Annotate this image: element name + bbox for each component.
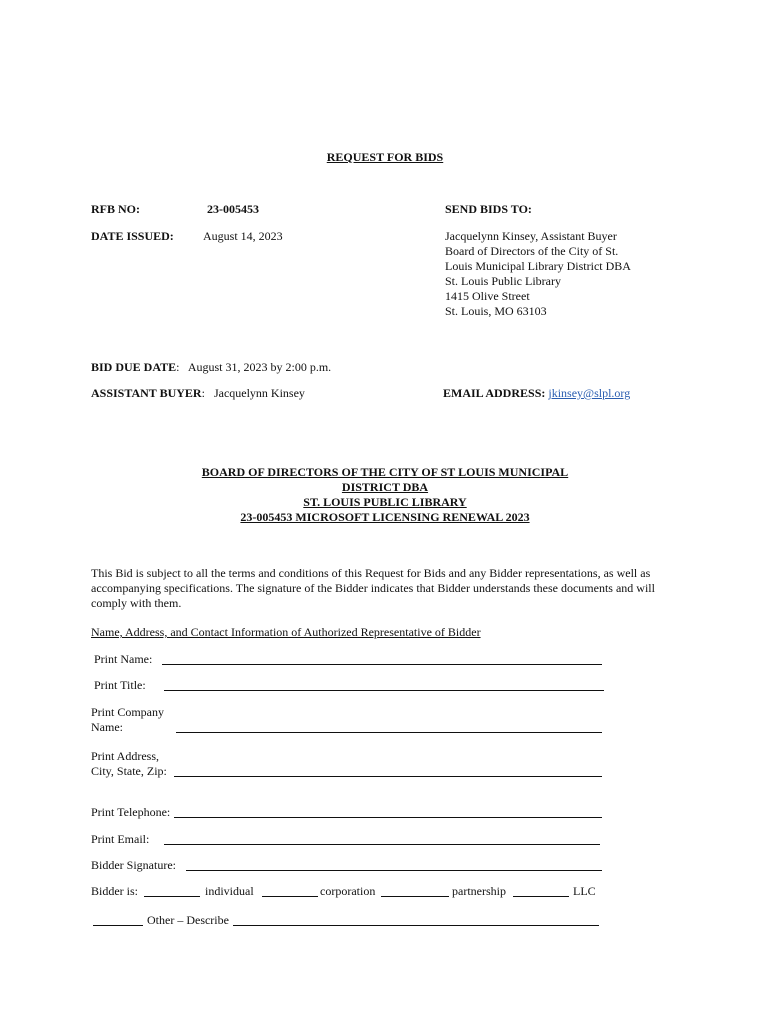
print-name-line[interactable] [162, 664, 602, 665]
other-blank[interactable] [93, 925, 143, 926]
print-address-line[interactable] [174, 776, 602, 777]
email-row [443, 386, 630, 401]
intro-paragraph: This Bid is subject to all the terms and conditions of this Request for Bids and any Bidder representations, as well as accompanying specifications. The signature of the Bidder indicates that Bidder understands these documents and will comply with them. [91, 566, 655, 610]
company-label-line: Print Company [91, 705, 165, 719]
llc-label: LLC [573, 884, 596, 898]
address-line: Board of Directors of the City of St. [445, 244, 619, 258]
print-address-label [91, 749, 167, 779]
print-company-line[interactable] [176, 732, 602, 733]
heading-line: DISTRICT DBA [341, 480, 429, 494]
bidder-is-label: Bidder is: [91, 884, 138, 898]
address-line: Louis Municipal Library District DBA [445, 259, 631, 273]
bid-due-colon: : [176, 360, 180, 374]
heading-line: 23-005453 MICROSOFT LICENSING RENEWAL 2023 [240, 510, 530, 524]
email-link[interactable]: jkinsey@slpl.org [548, 386, 631, 400]
print-name-label: Print Name: [94, 652, 153, 666]
individual-label: individual [205, 884, 254, 898]
address-line: Jacquelynn Kinsey, Assistant Buyer [445, 229, 617, 243]
bidder-signature-line[interactable] [186, 870, 602, 871]
heading-line: ST. LOUIS PUBLIC LIBRARY [303, 495, 467, 509]
address-label-line: Print Address, [91, 749, 160, 763]
partnership-blank[interactable] [381, 896, 449, 897]
address-label-line: City, State, Zip: [91, 764, 167, 778]
rfb-number-value: 23-005453 [207, 202, 259, 216]
other-describe-line[interactable] [233, 925, 599, 926]
print-title-line[interactable] [164, 690, 604, 691]
contact-heading: Name, Address, and Contact Information of Authorized Representative of Bidder [91, 625, 481, 639]
rfb-number-label: RFB NO: [91, 202, 140, 216]
print-company-label [91, 705, 164, 735]
project-heading [0, 465, 770, 525]
bid-due-label: BID DUE DATE [91, 360, 177, 374]
send-bids-label: SEND BIDS TO: [445, 202, 532, 216]
heading-line: BOARD OF DIRECTORS OF THE CITY OF ST LOUIS MUNICIPAL [201, 465, 569, 479]
buyer-value: Jacquelynn Kinsey [213, 386, 305, 400]
bid-due-value: August 31, 2023 by 2:00 p.m. [187, 360, 332, 374]
send-bids-address [445, 229, 631, 319]
address-line: St. Louis, MO 63103 [445, 304, 547, 318]
address-line: St. Louis Public Library [445, 274, 561, 288]
document-title: REQUEST FOR BIDS [326, 150, 444, 164]
print-email-label: Print Email: [91, 832, 150, 846]
date-issued-value: August 14, 2023 [203, 229, 283, 243]
bidder-signature-label: Bidder Signature: [91, 858, 176, 872]
print-telephone-line[interactable] [174, 817, 602, 818]
corporation-label: corporation [320, 884, 376, 898]
address-line: 1415 Olive Street [445, 289, 530, 303]
partnership-label: partnership [452, 884, 506, 898]
print-title-label: Print Title: [94, 678, 146, 692]
buyer-colon: : [201, 386, 205, 400]
buyer-row [91, 386, 305, 401]
email-address-label: EMAIL ADDRESS: [443, 386, 546, 400]
individual-blank[interactable] [144, 896, 200, 897]
corporation-blank[interactable] [262, 896, 318, 897]
print-telephone-label: Print Telephone: [91, 805, 171, 819]
other-describe-label: Other – Describe [147, 913, 229, 927]
buyer-label: ASSISTANT BUYER [91, 386, 202, 400]
print-email-line[interactable] [164, 844, 600, 845]
date-issued-label: DATE ISSUED: [91, 229, 174, 243]
bid-due-row [91, 360, 331, 375]
llc-blank[interactable] [513, 896, 569, 897]
company-label-line: Name: [91, 720, 123, 734]
